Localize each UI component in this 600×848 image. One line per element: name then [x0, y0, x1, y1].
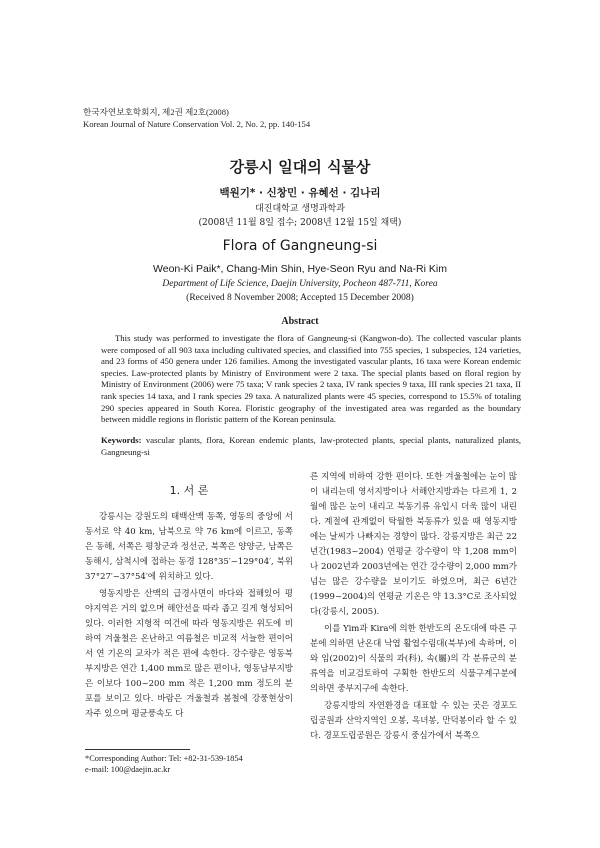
- right-column: [310, 470, 517, 744]
- affiliation-korean: 대진대학교 생명과학과: [255, 204, 345, 214]
- author-email: e-mail: 100@daejin.ac.kr: [85, 765, 171, 774]
- corresponding-author: *Corresponding Author: Tel: +82-31-539-1854: [85, 754, 243, 763]
- keywords: [101, 435, 521, 458]
- title-english: Flora of Gangneung-si: [222, 238, 378, 254]
- dates-korean: (2008년 11월 8일 접수; 2008년 12월 15일 채택): [198, 218, 402, 228]
- journal-header: [83, 106, 310, 130]
- footnote: [85, 753, 243, 775]
- journal-line-korean: 한국자연보호학회지, 제2권 제2호(2008): [83, 107, 229, 117]
- section-heading-introduction: 1. 서 론: [169, 484, 209, 497]
- dates-english: (Received 8 November 2008; Accepted 15 December 2008): [186, 293, 414, 303]
- body-paragraph: 른 지역에 비하여 강한 편이다. 또한 겨울철에는 눈이 많이 내리는데 영서지방이나 서해안지방과는 다르게 1, 2월에 많은 눈이 내리고 북동기류 유입시 더욱 많이 내린다. 계절에 관계없이 탁월한 북동류가 있을 때 영동지방에는 날씨가 나빠지는 경향이 많다. 강릉지방은 최근 22년간(1983~2004) 연평균 강수량이 약 1,208 mm이나 2002년과 2003년에는 연간 강수량이 2,000 mm가 넘는 많은 강수량을 보이기도 하였으며, 최근 6년간(1999~2004)의 연평균 기온은 약 13.3°C로 조사되었다(강릉시, 2005).: [310, 472, 517, 617]
- authors-korean: 백원기* · 신창민 · 유혜선 · 김나리: [219, 187, 381, 199]
- left-column: [85, 510, 293, 722]
- abstract-heading: Abstract: [281, 316, 319, 327]
- journal-line-english: Korean Journal of Nature Conservation Vol. 2, No. 2, pp. 140-154: [83, 119, 311, 129]
- body-paragraph: 영동지방은 산맥의 급경사면이 바다와 접해있어 평야지역은 거의 없으며 해안선을 따라 좁고 길게 형성되어 있다. 이러한 지형적 여건에 따라 영동지방은 위도에 비하여 겨울철은 온난하고 여름철은 비교적 서늘한 편이어서 연 기온의 교차가 적은 편에 속한다. 강수량은 영동북부지방은 연간 1,400 mm로 많은 편이나, 영동남부지방은 이보다 100~200 mm 적은 1,200 mm 정도의 분포를 보이고 있다. 바람은 겨울철과 봄철에 강풍현상이 자주 있으며 평균풍속도 다: [85, 589, 293, 719]
- title-korean: 강릉시 일대의 식물상: [229, 158, 371, 176]
- body-paragraph: 강릉시는 강원도의 태백산맥 동쪽, 영동의 중앙에 서 동서로 약 40 km, 남북으로 약 76 km에 이르고, 동쪽은 동해, 서쪽은 평창군과 정선군, 북쪽은 양양군, 남쪽은 동해시, 삼척시에 접하는 동경 128°35′~129°04′, 북위 37°27′~37°54′에 위치하고 있다.: [85, 512, 293, 582]
- affiliation-english: Department of Life Science, Daejin University, Pocheon 487-711, Korea: [162, 279, 438, 289]
- body-paragraph: 강릉지방의 자연환경을 대표할 수 있는 곳은 경포도립공원과 산악지역인 오봉, 옥녀봉, 만덕봉이라 할 수 있다. 경포도립공원은 강릉시 중심가에서 북쪽으: [310, 701, 517, 741]
- footnote-divider: [85, 749, 190, 750]
- abstract-text: This study was performed to investigate the flora of Gangneung-si (Kangwon-do). The collected vascular plants were composed of all 903 taxa including cultivated species, and classified into 755 species, 1 subspecies, 124 varieties, and 23 forms of 450 genera under 126 families. Among the investigated vascular plants, 16 taxa were Korean endemic species. Law-protected plants by Ministry of Environment were 2 taxa. The special plants based on floral region by Ministry of Environment (2006) were 75 taxa; V rank species 2 taxa, IV rank species 9 taxa, III rank species 21 taxa, II rank species 14 taxa, and I rank species 29 taxa. A naturalized plants were 45 species, correspond to 15.5% of totaling 290 species appeared in South Korea. Floristic geography of the investigated area was regarded as the boundary between middle regions in floristic pattern of the Korean peninsula.: [101, 333, 521, 425]
- body-paragraph: 이를 Yim과 Kira에 의한 한반도의 온도대에 따른 구분에 의하면 난온대 낙엽 활엽수림대(북부)에 속하며, 이와 임(2002)이 식물의 과(科), 속(屬)의 각 분류군의 분류역을 비교검토하여 구획한 한반도의 식물구계구분에 의하면 중부지구에 속한다.: [310, 624, 517, 694]
- keywords-label: Keywords:: [101, 435, 142, 445]
- keywords-text: vascular plants, flora, Korean endemic plants, law-protected plants, special plants, naturalized plants, Gangneung-si: [101, 435, 522, 457]
- authors-english: Weon-Ki Paik*, Chang-Min Shin, Hye-Seon Ryu and Na-Ri Kim: [153, 263, 447, 275]
